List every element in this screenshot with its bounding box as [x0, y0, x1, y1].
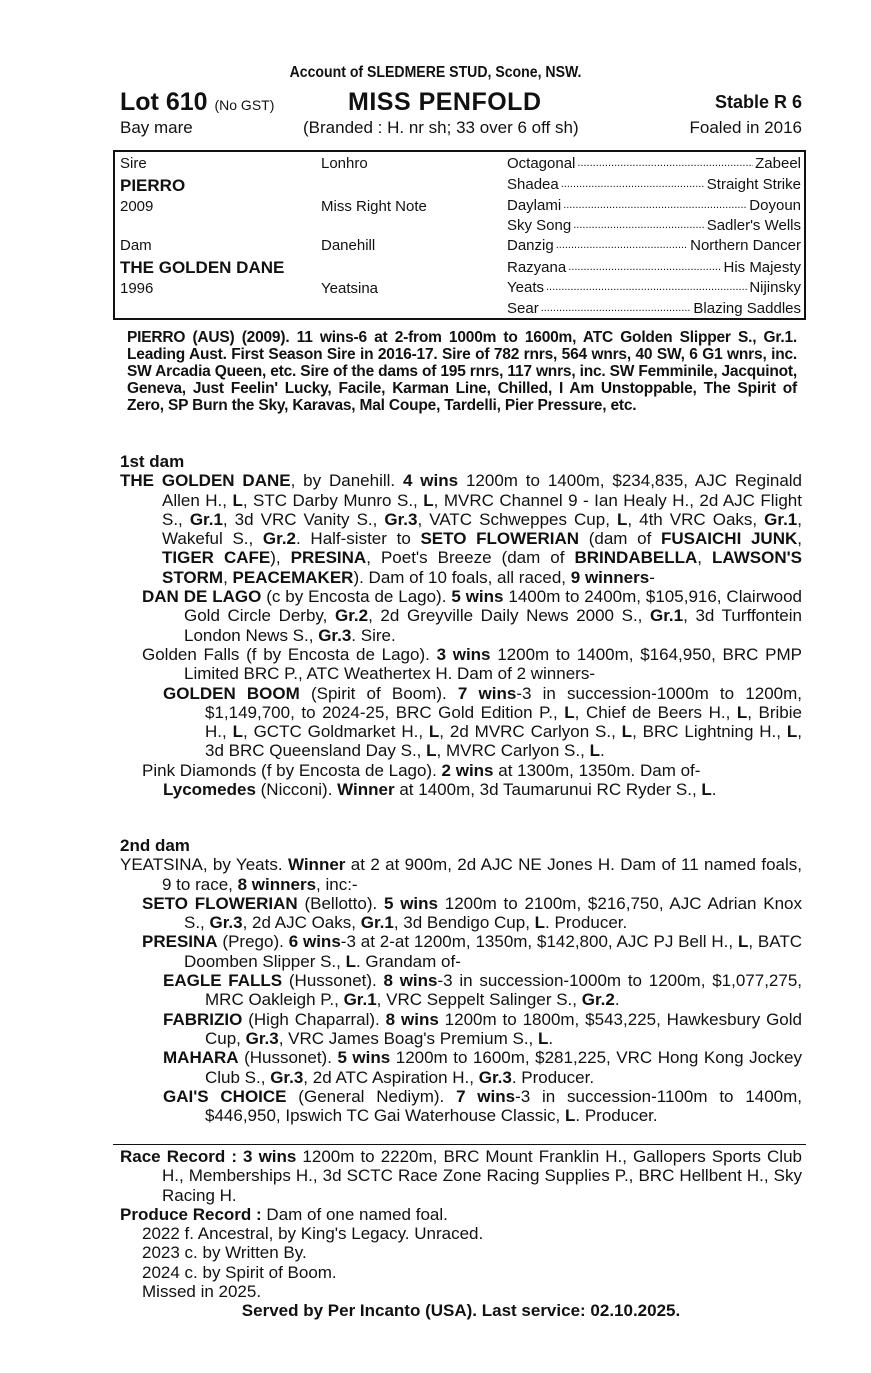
entry-paragraph [120, 1243, 802, 1262]
served-note: Served by Per Incanto (USA). Last service: 02.10.2025. [241, 1301, 681, 1321]
text: , STC Darby Munro S., [242, 490, 424, 510]
bold-text: 5 wins [451, 587, 504, 607]
gst-note: (No GST) [214, 97, 275, 113]
g3-name: Yeats [507, 279, 544, 296]
bold-text: Gr.3 [384, 509, 418, 529]
text: (Bellotto). [297, 893, 384, 913]
text: , Chief de Beers H., [574, 702, 737, 722]
bold-text: 2 wins [441, 760, 494, 780]
g3-name: Sky Song [507, 217, 572, 234]
second-dam-heading: 2nd dam [120, 836, 190, 855]
entry-paragraph [120, 587, 802, 645]
text: . Producer. [511, 1067, 595, 1087]
text: 1400m to 2400m, $105,916, Clairwood Gold Circle Derby, [184, 587, 803, 626]
text: , BRC Lightning H., [632, 722, 787, 742]
text: , 3d VRC Vanity S., [222, 509, 385, 529]
text: -3 in succession-1000m to 1200m, $1,077,275, MRC Oakleigh P., [205, 971, 802, 1010]
text: , 4th VRC Oaks, [627, 509, 765, 529]
text: YEATSINA, by Yeats. [120, 855, 288, 875]
text: -3 in succession-1100m to 1400m, $446,950, Ipswich TC Gai Waterhouse Classic, [205, 1086, 802, 1126]
entry-paragraph [120, 932, 802, 971]
text: , MVRC Carlyon S., [436, 741, 590, 761]
bold-text: 5 wins [383, 893, 438, 913]
bold-text: PEACEMAKER [232, 567, 354, 587]
text: , VRC James Boag's Premium S., [278, 1028, 539, 1048]
g3-row [507, 300, 801, 317]
g3-parent: Northern Dancer [690, 237, 801, 254]
text: , VRC Seppelt Salinger S., [376, 990, 582, 1010]
bold-text: L [232, 490, 243, 510]
bold-text: Gr.3 [270, 1067, 304, 1087]
lot-header [120, 88, 802, 118]
text: (Prego). [217, 932, 289, 952]
entry-paragraph [120, 1147, 802, 1205]
sire-sire: Lonhro [321, 155, 368, 172]
g3-parent: Straight Strike [706, 176, 801, 193]
g3-row [507, 279, 801, 296]
text: (High Chaparral). [242, 1009, 386, 1029]
first-dam-entries [120, 471, 802, 799]
dam-year: 1996 [120, 280, 154, 297]
g3-name: Shadea [507, 176, 559, 193]
stable-number: Stable R 6 [714, 92, 802, 112]
g3-row [507, 259, 801, 276]
entry-paragraph [120, 780, 802, 799]
text: , 3d Bendigo Cup, [393, 913, 535, 933]
vendor-account: Account of SLEDMERE STUD, Scone, NSW. [289, 64, 582, 81]
leader-dots [568, 259, 721, 276]
text: 1200m to 2100m, $216,750, AJC Adrian Knox S., [184, 893, 802, 933]
leader-dots [546, 279, 747, 296]
text: (Nicconi). [255, 780, 338, 800]
text: , VATC Schweppes Cup, [417, 509, 617, 529]
text: . Grandam of- [355, 951, 461, 971]
text: 2023 c. by Written By. [142, 1243, 307, 1263]
pedigree-table [113, 150, 806, 320]
text: . [548, 1028, 554, 1048]
bold-text: Gr.3 [478, 1067, 512, 1087]
g3-row [507, 197, 801, 214]
bold-text: L [621, 722, 633, 742]
text: (General Nediym). [286, 1086, 457, 1106]
text: . [614, 990, 620, 1010]
leader-dots [541, 300, 692, 317]
text: at 1400m, 3d Taumarunui RC Ryder S., [394, 780, 702, 800]
bold-text: SETO FLOWERIAN [420, 529, 580, 549]
text: , Bribie H., [205, 702, 802, 742]
bold-text: L [736, 702, 748, 722]
bold-text: Race Record : 3 wins [120, 1147, 297, 1166]
text: (Spirit of Boom). [299, 683, 458, 703]
entry-paragraph [120, 1224, 802, 1243]
text: Pink Diamonds (f by Encosta de Lago). [142, 760, 442, 780]
text: , [797, 529, 802, 549]
leader-dots [563, 197, 747, 214]
text: -3 at 2-at 1200m, 1350m, $142,800, AJC PJ Bell H., [340, 932, 738, 952]
g3-parent: Nijinsky [749, 279, 801, 296]
text: Dam of one named foal. [261, 1204, 448, 1224]
bold-text: L [589, 741, 600, 761]
bold-text: Gr.3 [209, 913, 243, 933]
text: ). Dam of 10 foals, all raced, [353, 567, 571, 587]
text: , inc:- [316, 874, 358, 894]
entry-paragraph [120, 1282, 802, 1301]
text: , 2d ATC Aspiration H., [303, 1067, 479, 1087]
bold-text: Gr.1 [343, 990, 377, 1010]
entry-paragraph [120, 894, 802, 933]
text: . [711, 780, 717, 800]
text: , GCTC Goldmarket H., [242, 722, 429, 742]
g3-name: Octagonal [507, 155, 576, 172]
bold-text: L [564, 702, 575, 722]
foaled-year: Foaled in 2016 [689, 118, 802, 137]
text: Golden Falls (f by Encosta de Lago). [142, 644, 437, 664]
entry-paragraph [120, 471, 802, 587]
entry-paragraph [120, 684, 802, 761]
bold-text: 7 wins [456, 1086, 516, 1106]
text: (Hussonet). [238, 1048, 338, 1068]
sex-color: Bay mare [120, 118, 193, 137]
text: 1200m to 1400m, $234,835, AJC Reginald Allen H., [162, 471, 803, 510]
leader-dots [561, 176, 705, 193]
bold-text: Gr.2 [335, 606, 369, 626]
text: 2022 f. Ancestral, by King's Legacy. Unraced. [142, 1224, 484, 1244]
bold-text: 3 wins [436, 644, 491, 664]
text: . Half-sister to [296, 529, 421, 549]
first-dam-heading: 1st dam [120, 452, 185, 471]
bold-text: Winner [287, 855, 346, 875]
bold-text: FABRIZIO [163, 1009, 243, 1029]
bold-text: Gr.3 [318, 625, 352, 645]
bold-text: L [538, 1028, 549, 1048]
bold-text: 8 wins [385, 1009, 439, 1029]
bold-text: Gr.1 [650, 606, 684, 626]
sire-name: PIERRO [120, 176, 186, 195]
bold-text: PRESINA [142, 932, 218, 952]
horse-name: MISS PENFOLD [348, 88, 542, 116]
bold-text: L [345, 951, 356, 971]
bold-text: 4 wins [403, 471, 459, 491]
bold-text: L [737, 932, 749, 952]
bold-text: Gr.3 [245, 1028, 279, 1048]
bold-text: Gr.1 [764, 509, 798, 529]
bold-text: L [616, 509, 628, 529]
bold-text: Gr.2 [581, 990, 615, 1010]
sire-label: Sire [120, 155, 147, 172]
g3-name: Razyana [507, 259, 567, 276]
bold-text: Lycomedes [163, 780, 256, 800]
g3-row [507, 176, 801, 193]
dam-label: Dam [120, 237, 152, 254]
text: at 1300m, 1350m. Dam of- [493, 760, 701, 780]
text: , 2d MVRC Carlyon S., [439, 722, 622, 742]
section-divider [113, 1144, 806, 1145]
bold-text: 7 wins [457, 683, 517, 703]
bold-text: LAWSON'S STORM [162, 548, 802, 587]
text: , [697, 548, 712, 568]
entry-paragraph [120, 1263, 802, 1282]
bold-text: MAHARA [163, 1048, 239, 1068]
entry-paragraph [120, 1010, 802, 1049]
dam-sire: Danehill [321, 237, 376, 254]
g3-parent: Doyoun [749, 197, 801, 214]
bold-text: 9 winners [570, 567, 650, 587]
text: , 3d BRC Queensland Day S., [205, 722, 802, 761]
bold-text: Gr.2 [262, 529, 297, 549]
sire-year: 2009 [120, 198, 154, 215]
bold-text: 8 winners [237, 874, 317, 894]
bold-text: L [565, 1106, 576, 1126]
text: , Poet's Breeze (dam of [366, 548, 575, 568]
bold-text: GOLDEN BOOM [163, 683, 300, 703]
text: , 3d Turffontein London News S., [184, 606, 802, 645]
sire-dam: Miss Right Note [321, 198, 427, 215]
text: , 2d Greyville Daily News 2000 S., [368, 606, 651, 626]
sire-summary: PIERRO (AUS) (2009). 11 wins-6 at 2-from 1000m to 1600m, ATC Golden Slipper S., Gr.1. Leading Aust. First Season Sire in 2016-17. Sire of 782 rnrs, 564 wnrs, 40 SW, 6 G1 wnrs, inc. SW Arcadia Queen, etc. Sire of the dams of 195 rnrs, 117 wnrs, inc. SW Femminile, Jacquinot, Geneva, Just Feelin' Lucky, Facile, Karman Line, Chilled, I Am Unstoppable, The Spirit of Zero, SP Burn the Sky, Karavas, Mal Coupe, Tardelli, Pier Pressure, etc. [127, 329, 797, 414]
bold-text: Produce Record : [120, 1204, 262, 1224]
text: ), [270, 548, 291, 568]
text: , [223, 567, 233, 587]
race-record-section [120, 1147, 802, 1321]
text: (c by Encosta de Lago). [261, 587, 452, 607]
g3-parent: Zabeel [755, 155, 801, 172]
bold-text: Gr.1 [189, 509, 223, 529]
leader-dots [577, 155, 753, 172]
text: , by Danehill. [290, 471, 403, 491]
bold-text: L [423, 490, 434, 510]
text: . Producer. [575, 1106, 658, 1126]
bold-text: L [232, 722, 243, 742]
text: . [599, 741, 605, 761]
entry-paragraph [120, 1087, 802, 1126]
entry-paragraph [120, 645, 802, 684]
leader-dots [556, 237, 688, 254]
entry-paragraph [120, 971, 802, 1010]
text: 1200m to 1600m, $281,225, VRC Hong Kong Jockey Club S., [205, 1048, 803, 1087]
text: 1200m to 1400m, $164,950, BRC PMP Limited BRC P., ATC Weathertex H. Dam of 2 winners- [184, 644, 802, 684]
entry-paragraph [120, 1205, 802, 1224]
bold-text: SETO FLOWERIAN [142, 893, 298, 913]
g3-parent: His Majesty [723, 259, 801, 276]
leader-dots [573, 217, 704, 234]
bold-text: 5 wins [337, 1048, 391, 1068]
bold-text: 8 wins [383, 971, 438, 991]
bold-text: L [534, 913, 546, 933]
bold-text: 6 wins [288, 932, 341, 952]
second-dam-section [120, 836, 802, 1125]
g3-parent: Sadler's Wells [706, 217, 801, 234]
text: . Sire. [351, 625, 396, 645]
dam-name: THE GOLDEN DANE [120, 258, 285, 277]
entry-paragraph [120, 761, 802, 780]
g3-parent: Blazing Saddles [693, 300, 801, 317]
text: 1200m to 1800m, $543,225, Hawkesbury Gold Cup, [205, 1009, 802, 1048]
text: (Hussonet). [282, 971, 384, 991]
second-dam-entries [120, 855, 802, 1125]
bold-text: DAN DE LAGO [142, 587, 262, 607]
text: (dam of [579, 529, 662, 549]
bold-text: L [426, 741, 437, 761]
dam-dam: Yeatsina [321, 280, 378, 297]
first-dam-section [120, 452, 802, 799]
bold-text: L [701, 780, 712, 800]
text: at 2 at 900m, 2d AJC NE Jones H. Dam of 11 named foals, 9 to race, [162, 855, 803, 894]
lot-label: Lot 610 [120, 88, 208, 116]
text: . Producer. [545, 913, 628, 933]
bold-text: BRINDABELLA [574, 548, 698, 568]
record-entries [120, 1147, 802, 1301]
bold-text: PRESINA [290, 548, 367, 568]
bold-text: FUSAICHI JUNK [661, 529, 798, 549]
bold-text: Gr.1 [360, 913, 394, 933]
g3-name: Daylami [507, 197, 562, 214]
bold-text: L [428, 722, 440, 742]
brand-info: (Branded : H. nr sh; 33 over 6 off sh) [303, 118, 579, 137]
bold-text: Winner [337, 780, 395, 800]
entry-paragraph [120, 1048, 802, 1087]
text: 1200m to 2220m, BRC Mount Franklin H., Gallopers Sports Club H., Memberships H., 3d SCTC Race Zone Racing Supplies P., BRC Hellbent H., Sky Racing H. [162, 1147, 802, 1205]
bold-text: L [786, 722, 798, 742]
text: Missed in 2025. [142, 1282, 262, 1302]
g3-row [507, 217, 801, 234]
text: , Wakeful S., [162, 509, 802, 549]
text: , BATC Doomben Slipper S., [184, 932, 802, 971]
lot-number [120, 88, 274, 117]
text: , 2d AJC Oaks, [242, 913, 361, 933]
g3-row [507, 237, 801, 254]
g3-name: Danzig [507, 237, 554, 254]
text: - [649, 567, 655, 587]
text: 2024 c. by Spirit of Boom. [142, 1262, 337, 1282]
bold-text: THE GOLDEN DANE [120, 471, 291, 491]
entry-paragraph [120, 855, 802, 894]
g3-row [507, 155, 801, 172]
g3-name: Sear [507, 300, 539, 317]
bold-text: GAI'S CHOICE [163, 1086, 287, 1106]
text: , MVRC Channel 9 - Ian Healy H., 2d AJC Flight S., [162, 490, 802, 529]
text: -3 in succession-1000m to 1200m, $1,149,700, to 2024-25, BRC Gold Edition P., [205, 683, 802, 722]
bold-text: TIGER CAFE [162, 548, 271, 568]
bold-text: EAGLE FALLS [163, 971, 283, 991]
